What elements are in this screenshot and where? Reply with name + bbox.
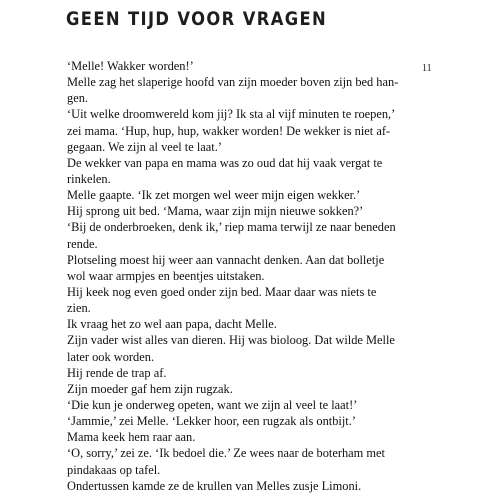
body-text: [67, 58, 412, 494]
text-line: Hij rende de trap af.: [67, 365, 167, 380]
text-line: De wekker van papa en mama was zo oud dat hij vaak vergat te: [67, 155, 383, 170]
text-line: ‘Bij de onderbroeken, denk ik,’ riep mama terwijl ze naar beneden: [67, 220, 396, 235]
text-line: zien.: [67, 301, 91, 316]
text-line: rende.: [67, 236, 98, 251]
text-line: ‘O, sorry,’ zei ze. ‘Ik bedoel die.’ Ze wees naar de boterham met: [67, 446, 385, 461]
text-line: Melle gaapte. ‘Ik zet morgen wel weer mijn eigen wekker.’: [67, 188, 361, 203]
text-line: ‘Die kun je onderweg opeten, want we zijn al veel te laat!’: [67, 397, 358, 412]
text-line: Mama keek hem raar aan.: [67, 430, 196, 445]
text-line: Hij sprong uit bed. ‘Mama, waar zijn mijn nieuwe sokken?’: [67, 204, 364, 219]
text-line: zei mama. ‘Hup, hup, hup, wakker worden! De wekker is niet af-: [67, 123, 391, 138]
text-line: gegaan. We zijn al veel te laat.’: [67, 139, 222, 154]
text-line: later ook worden.: [67, 349, 155, 364]
text-line: pindakaas op tafel.: [67, 462, 161, 477]
text-line: rinkelen.: [67, 171, 111, 186]
text-line: Plotseling moest hij weer aan vannacht denken. Aan dat bolletje: [67, 252, 385, 267]
text-line: gen.: [67, 91, 88, 106]
text-line: Zijn vader wist alles van dieren. Hij was bioloog. Dat wilde Melle: [67, 333, 395, 348]
text-line: ‘Melle! Wakker worden!’: [67, 59, 194, 73]
text-line: Ondertussen kamde ze de krullen van Melles zusje Limoni.: [67, 478, 362, 493]
text-line: wol waar armpjes en beentjes uitstaken.: [67, 268, 265, 283]
text-line: Zijn moeder gaf hem zijn rugzak.: [67, 381, 233, 396]
page-number: 11: [422, 63, 432, 74]
text-line: Hij keek nog even goed onder zijn bed. Maar daar was niets te: [67, 284, 377, 299]
text-line: ‘Uit welke droomwereld kom jij? Ik sta al vijf minuten te roepen,’: [67, 107, 396, 122]
text-line: Ik vraag het zo wel aan papa, dacht Melle.: [67, 317, 277, 332]
chapter-title: GEEN TIJD VOOR VRAGEN: [66, 8, 328, 30]
text-line: Melle zag het slaperige hoofd van zijn moeder boven zijn bed han-: [67, 75, 399, 90]
text-line: ‘Jammie,’ zei Melle. ‘Lekker hoor, een rugzak als ontbijt.’: [67, 414, 356, 429]
